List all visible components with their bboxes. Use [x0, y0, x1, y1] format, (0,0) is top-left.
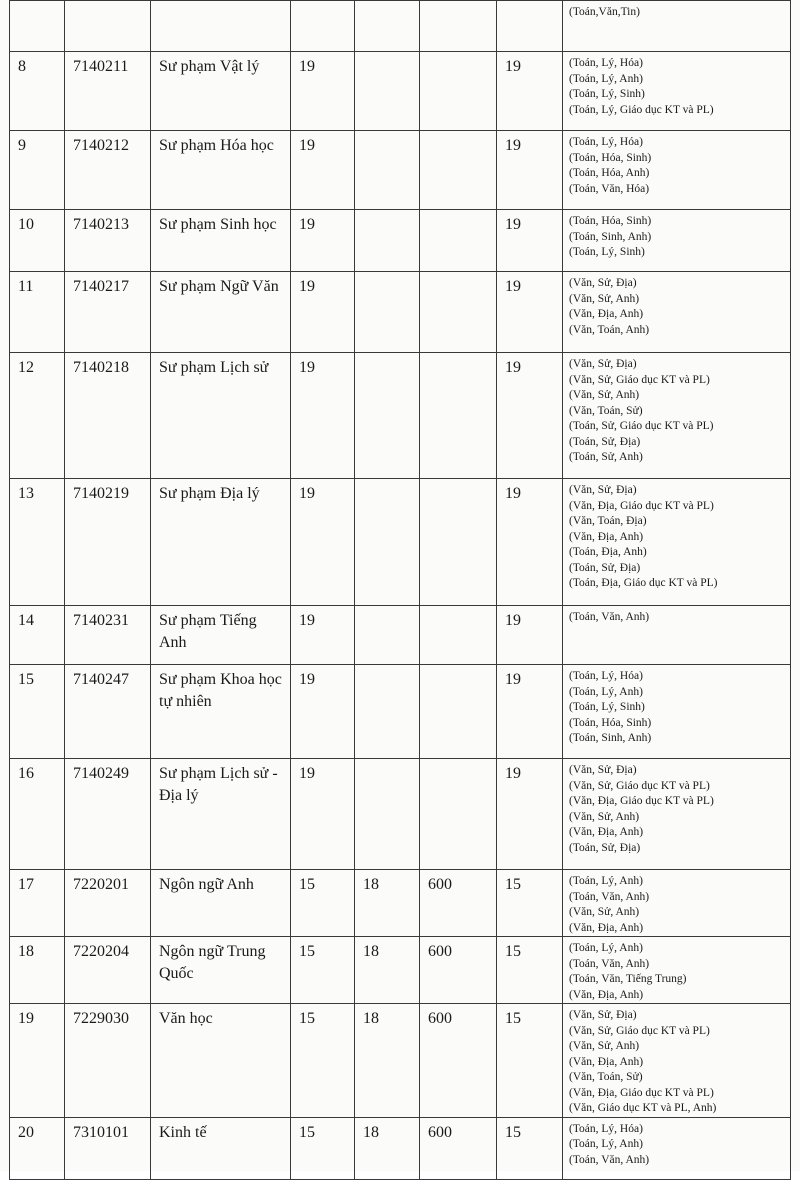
score-method-2-cell — [355, 210, 420, 272]
score-method-3-cell — [420, 210, 497, 272]
subject-combination: (Toán, Lý, Anh) — [569, 685, 643, 698]
score-method-1-cell: 15 — [291, 937, 355, 1004]
score-method-3-cell — [420, 606, 497, 665]
table-body — [10, 1, 791, 1180]
row-number-cell: 17 — [10, 870, 65, 937]
subject-combination: (Văn, Địa, Anh) — [569, 308, 644, 320]
subject-combination: (Toán, Lý, Hóa) — [569, 1122, 643, 1135]
score-method-2-cell: 18 — [355, 937, 420, 1004]
major-name-cell: Sư phạm Địa lý — [151, 479, 291, 606]
subject-combination: (Toán, Sử, Địa) — [569, 435, 641, 448]
score-method-3-cell — [420, 759, 497, 870]
score-method-3-cell — [420, 479, 497, 606]
table-row — [10, 52, 791, 131]
major-code-cell: 7140212 — [65, 131, 151, 210]
subject-combination: (Toán, Lý, Sinh) — [569, 246, 645, 258]
subject-combination: (Toán, Lý, Giáo dục KT và PL) — [569, 103, 714, 116]
score-method-1-cell: 19 — [291, 759, 355, 870]
score-method-3-cell — [420, 131, 497, 210]
subject-combination: (Toán, Văn, Anh) — [569, 611, 650, 623]
score-method-1-cell — [291, 1, 355, 52]
subject-combinations-cell — [563, 665, 791, 759]
score-method-3-cell: 600 — [420, 870, 497, 937]
score-method-2-cell — [355, 759, 420, 870]
subject-combination: (Toán,Văn,Tin) — [569, 6, 640, 18]
subject-combination: (Toán, Văn, Anh) — [569, 890, 650, 903]
subject-combination: (Văn, Sử, Địa) — [569, 484, 637, 496]
table-row — [10, 1004, 791, 1118]
subject-combination: (Toán, Địa, Anh) — [569, 546, 647, 558]
score-method-2-cell — [355, 1, 420, 52]
score-method-3-cell — [420, 353, 497, 479]
subject-combination: (Toán, Sử, Giáo dục KT và PL) — [569, 420, 714, 432]
subject-combination: (Toán, Hóa, Sinh) — [569, 716, 652, 729]
major-code-cell: 7229030 — [65, 1004, 151, 1118]
score-method-1-cell: 19 — [291, 665, 355, 759]
score-method-2-cell — [355, 353, 420, 479]
table-row — [10, 1, 791, 52]
subject-combinations-cell — [563, 52, 791, 131]
row-number-cell: 14 — [10, 606, 65, 665]
subject-combination: (Văn, Giáo dục KT và PL, Anh) — [569, 1102, 717, 1114]
score-method-4-cell: 15 — [497, 1004, 563, 1118]
subject-combination: (Toán, Lý, Anh) — [569, 875, 643, 887]
subject-combination: (Văn, Sử, Địa) — [569, 358, 637, 370]
major-code-cell: 7140249 — [65, 759, 151, 870]
score-method-4-cell: 19 — [497, 665, 563, 759]
subject-combination: (Văn, Toán, Anh) — [569, 323, 650, 336]
subject-combination: (Văn, Sử, Giáo dục KT và PL) — [569, 779, 710, 792]
subject-combination: (Văn, Sử, Anh) — [569, 810, 640, 823]
admission-score-table — [9, 0, 791, 1180]
subject-combination: (Văn, Địa, Giáo dục KT và PL) — [569, 1086, 714, 1099]
table-row — [10, 870, 791, 937]
score-method-1-cell: 19 — [291, 52, 355, 131]
row-number-cell: 18 — [10, 937, 65, 1004]
subject-combination: (Toán, Sử, Địa) — [569, 561, 641, 574]
score-method-1-cell: 19 — [291, 606, 355, 665]
major-name-cell: Sư phạm Vật lý — [151, 52, 291, 131]
subject-combinations-cell — [563, 131, 791, 210]
subject-combination: (Văn, Sử, Địa) — [569, 1009, 637, 1021]
subject-combination: (Toán, Sinh, Anh) — [569, 732, 652, 744]
major-code-cell: 7140213 — [65, 210, 151, 272]
score-method-4-cell: 19 — [497, 759, 563, 870]
subject-combination: (Toán, Lý, Sinh) — [569, 88, 645, 100]
score-method-2-cell — [355, 52, 420, 131]
major-code-cell: 7140217 — [65, 272, 151, 353]
score-method-2-cell: 18 — [355, 1004, 420, 1118]
subject-combinations-cell — [563, 272, 791, 353]
score-method-2-cell — [355, 665, 420, 759]
major-code-cell: 7140218 — [65, 353, 151, 479]
subject-combination: (Văn, Sử, Địa) — [569, 277, 637, 289]
row-number-cell — [10, 1, 65, 52]
row-number-cell: 16 — [10, 759, 65, 870]
subject-combination: (Toán, Lý, Hóa) — [569, 136, 643, 148]
subject-combination: (Toán, Lý, Anh) — [569, 1138, 643, 1150]
score-method-4-cell: 19 — [497, 210, 563, 272]
score-method-4-cell: 15 — [497, 1117, 563, 1179]
major-name-cell — [151, 1, 291, 52]
subject-combination: (Văn, Sử, Anh) — [569, 292, 640, 305]
subject-combination: (Toán, Sử, Địa) — [569, 841, 641, 854]
row-number-cell: 19 — [10, 1004, 65, 1118]
major-code-cell: 7310101 — [65, 1117, 151, 1179]
score-method-4-cell: 15 — [497, 937, 563, 1004]
table-row — [10, 353, 791, 479]
major-code-cell: 7220204 — [65, 937, 151, 1004]
score-method-2-cell: 18 — [355, 870, 420, 937]
score-method-4-cell: 19 — [497, 272, 563, 353]
subject-combinations-cell — [563, 353, 791, 479]
table-row — [10, 1117, 791, 1179]
score-method-1-cell: 19 — [291, 131, 355, 210]
subject-combinations-cell — [563, 479, 791, 606]
subject-combination: (Toán, Lý, Sinh) — [569, 701, 645, 713]
score-method-4-cell: 19 — [497, 353, 563, 479]
major-name-cell: Sư phạm Ngữ Văn — [151, 272, 291, 353]
score-method-4-cell: 19 — [497, 131, 563, 210]
subject-combination: (Toán, Lý, Hóa) — [569, 57, 643, 69]
score-method-3-cell — [420, 272, 497, 353]
subject-combination: (Văn, Sử, Giáo dục KT và PL) — [569, 1024, 710, 1037]
row-number-cell: 15 — [10, 665, 65, 759]
table-row — [10, 759, 791, 870]
score-method-3-cell: 600 — [420, 1004, 497, 1118]
score-method-2-cell: 18 — [355, 1117, 420, 1179]
subject-combination: (Toán, Hóa, Sinh) — [569, 151, 652, 164]
subject-combination: (Văn, Địa, Anh) — [569, 826, 644, 838]
score-method-3-cell: 600 — [420, 1117, 497, 1179]
table-row — [10, 937, 791, 1004]
table-row — [10, 131, 791, 210]
subject-combination: (Văn, Sử, Anh) — [569, 1040, 640, 1052]
major-code-cell: 7140247 — [65, 665, 151, 759]
subject-combination: (Toán, Sinh, Anh) — [569, 230, 652, 243]
score-method-1-cell: 19 — [291, 353, 355, 479]
subject-combination: (Văn, Toán, Địa) — [569, 515, 647, 527]
major-code-cell: 7220201 — [65, 870, 151, 937]
major-name-cell: Sư phạm Hóa học — [151, 131, 291, 210]
subject-combination: (Văn, Địa, Anh) — [569, 988, 644, 1001]
major-name-cell: Sư phạm Sinh học — [151, 210, 291, 272]
table-row — [10, 479, 791, 606]
subject-combinations-cell — [563, 606, 791, 665]
subject-combination: (Văn, Địa, Anh) — [569, 530, 644, 543]
subject-combination: (Toán, Địa, Giáo dục KT và PL) — [569, 577, 718, 589]
major-code-cell — [65, 1, 151, 52]
subject-combination: (Văn, Sử, Anh) — [569, 906, 640, 918]
score-method-1-cell: 15 — [291, 1117, 355, 1179]
subject-combination: (Văn, Sử, Địa) — [569, 764, 637, 776]
subject-combinations-cell — [563, 1117, 791, 1179]
subject-combinations-cell — [563, 870, 791, 937]
score-method-3-cell — [420, 1, 497, 52]
subject-combination: (Văn, Sử, Anh) — [569, 389, 640, 401]
major-code-cell: 7140211 — [65, 52, 151, 131]
subject-combination: (Văn, Sử, Giáo dục KT và PL) — [569, 373, 710, 386]
major-name-cell: Sư phạm Lịch sử - Địa lý — [151, 759, 291, 870]
table-row — [10, 606, 791, 665]
subject-combination: (Toán, Văn, Hóa) — [569, 182, 650, 195]
score-method-1-cell: 19 — [291, 210, 355, 272]
score-method-4-cell: 19 — [497, 479, 563, 606]
score-method-4-cell: 15 — [497, 870, 563, 937]
subject-combination: (Văn, Địa, Giáo dục KT và PL) — [569, 795, 714, 807]
score-method-1-cell: 15 — [291, 870, 355, 937]
subject-combination: (Văn, Toán, Sử) — [569, 404, 643, 417]
subject-combination: (Toán, Lý, Anh) — [569, 72, 643, 85]
subject-combination: (Toán, Văn, Tiếng Trung) — [569, 973, 687, 985]
subject-combination: (Toán, Sử, Anh) — [569, 451, 643, 463]
score-method-3-cell — [420, 665, 497, 759]
score-method-2-cell — [355, 479, 420, 606]
subject-combination: (Văn, Địa, Anh) — [569, 1055, 644, 1068]
table-row — [10, 210, 791, 272]
major-name-cell: Văn học — [151, 1004, 291, 1118]
row-number-cell: 9 — [10, 131, 65, 210]
row-number-cell: 13 — [10, 479, 65, 606]
subject-combination: (Văn, Toán, Sử) — [569, 1071, 643, 1083]
subject-combination: (Toán, Lý, Anh) — [569, 942, 643, 954]
subject-combination: (Văn, Địa, Anh) — [569, 921, 644, 934]
row-number-cell: 8 — [10, 52, 65, 131]
score-method-3-cell: 600 — [420, 937, 497, 1004]
score-method-2-cell — [355, 606, 420, 665]
score-method-4-cell — [497, 1, 563, 52]
major-name-cell: Ngôn ngữ Trung Quốc — [151, 937, 291, 1004]
major-name-cell: Sư phạm Khoa học tự nhiên — [151, 665, 291, 759]
score-method-4-cell: 19 — [497, 52, 563, 131]
score-method-1-cell: 19 — [291, 479, 355, 606]
major-name-cell: Sư phạm Tiếng Anh — [151, 606, 291, 665]
score-method-4-cell: 19 — [497, 606, 563, 665]
major-name-cell: Ngôn ngữ Anh — [151, 870, 291, 937]
score-method-1-cell: 19 — [291, 272, 355, 353]
subject-combination: (Toán, Hóa, Anh) — [569, 167, 650, 179]
subject-combination: (Toán, Văn, Anh) — [569, 957, 650, 970]
major-code-cell: 7140219 — [65, 479, 151, 606]
major-code-cell: 7140231 — [65, 606, 151, 665]
subject-combinations-cell — [563, 759, 791, 870]
row-number-cell: 20 — [10, 1117, 65, 1179]
score-method-2-cell — [355, 272, 420, 353]
row-number-cell: 12 — [10, 353, 65, 479]
subject-combination: (Toán, Hóa, Sinh) — [569, 215, 652, 227]
subject-combination: (Toán, Văn, Anh) — [569, 1153, 650, 1166]
table-row — [10, 665, 791, 759]
subject-combinations-cell — [563, 1, 791, 52]
score-method-3-cell — [420, 52, 497, 131]
subject-combinations-cell — [563, 937, 791, 1004]
major-name-cell: Kinh tế — [151, 1117, 291, 1179]
row-number-cell: 10 — [10, 210, 65, 272]
score-method-1-cell: 15 — [291, 1004, 355, 1118]
subject-combination: (Toán, Lý, Hóa) — [569, 670, 643, 682]
subject-combinations-cell — [563, 1004, 791, 1118]
row-number-cell: 11 — [10, 272, 65, 353]
table-row — [10, 272, 791, 353]
major-name-cell: Sư phạm Lịch sử — [151, 353, 291, 479]
subject-combinations-cell — [563, 210, 791, 272]
score-method-2-cell — [355, 131, 420, 210]
subject-combination: (Văn, Địa, Giáo dục KT và PL) — [569, 499, 714, 512]
